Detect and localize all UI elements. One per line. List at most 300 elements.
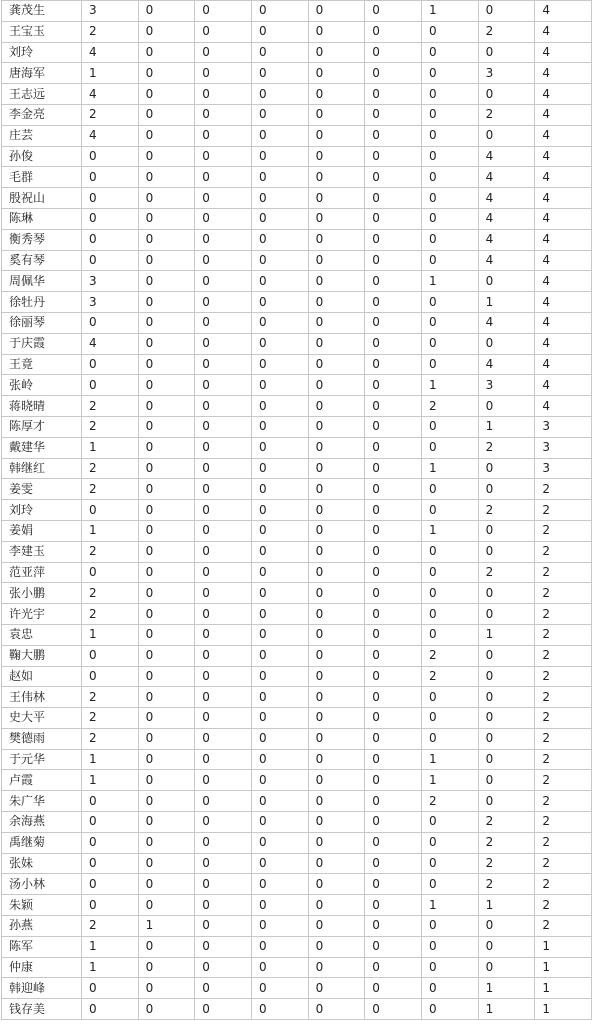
- value-cell: 0: [365, 312, 422, 333]
- table-row: [2, 375, 592, 396]
- value-cell: 0: [195, 936, 252, 957]
- value-cell: 0: [365, 84, 422, 105]
- value-cell: 3: [478, 375, 535, 396]
- table-row: [2, 624, 592, 645]
- value-cell: 0: [251, 292, 308, 313]
- table-row: [2, 666, 592, 687]
- value-cell: 0: [138, 104, 195, 125]
- value-cell: 0: [138, 292, 195, 313]
- value-cell: 0: [138, 416, 195, 437]
- name-cell: 韩迎峰: [2, 978, 82, 999]
- value-cell: 0: [138, 770, 195, 791]
- value-cell: 0: [308, 916, 365, 937]
- value-cell: 0: [308, 84, 365, 105]
- value-cell: 4: [81, 333, 138, 354]
- value-cell: 0: [251, 853, 308, 874]
- value-cell: 0: [308, 312, 365, 333]
- value-cell: 0: [365, 167, 422, 188]
- value-cell: 2: [478, 437, 535, 458]
- value-cell: 0: [251, 812, 308, 833]
- value-cell: 0: [308, 1, 365, 22]
- value-cell: 0: [478, 645, 535, 666]
- value-cell: 0: [251, 562, 308, 583]
- value-cell: 0: [251, 167, 308, 188]
- table-row: [2, 354, 592, 375]
- table-row: [2, 812, 592, 833]
- table-row: [2, 84, 592, 105]
- value-cell: 2: [81, 416, 138, 437]
- value-cell: 0: [138, 749, 195, 770]
- value-cell: 1: [81, 437, 138, 458]
- value-cell: 2: [81, 604, 138, 625]
- value-cell: 0: [138, 125, 195, 146]
- value-cell: 0: [138, 21, 195, 42]
- value-cell: 0: [138, 354, 195, 375]
- value-cell: 0: [308, 687, 365, 708]
- value-cell: 0: [138, 999, 195, 1020]
- value-cell: 0: [138, 312, 195, 333]
- table-row: [2, 832, 592, 853]
- value-cell: 0: [195, 188, 252, 209]
- value-cell: 2: [421, 666, 478, 687]
- value-cell: 0: [365, 416, 422, 437]
- value-cell: 0: [195, 708, 252, 729]
- value-cell: 2: [478, 500, 535, 521]
- value-cell: 1: [478, 292, 535, 313]
- value-cell: 0: [478, 333, 535, 354]
- value-cell: 0: [138, 333, 195, 354]
- value-cell: 0: [308, 354, 365, 375]
- value-cell: 2: [81, 479, 138, 500]
- value-cell: 0: [251, 624, 308, 645]
- value-cell: 0: [478, 791, 535, 812]
- value-cell: 0: [81, 645, 138, 666]
- name-cell: 张岭: [2, 375, 82, 396]
- value-cell: 0: [251, 354, 308, 375]
- value-cell: 0: [251, 458, 308, 479]
- table-row: [2, 146, 592, 167]
- value-cell: 0: [138, 853, 195, 874]
- value-cell: 4: [535, 188, 592, 209]
- value-cell: 2: [535, 562, 592, 583]
- name-cell: 姜雯: [2, 479, 82, 500]
- value-cell: 0: [195, 812, 252, 833]
- value-cell: 2: [478, 812, 535, 833]
- table-row: [2, 770, 592, 791]
- value-cell: 1: [478, 416, 535, 437]
- table-row: [2, 458, 592, 479]
- table-row: [2, 292, 592, 313]
- value-cell: 0: [308, 791, 365, 812]
- value-cell: 2: [81, 708, 138, 729]
- value-cell: 3: [81, 1, 138, 22]
- name-cell: 刘玲: [2, 500, 82, 521]
- value-cell: 0: [195, 229, 252, 250]
- value-cell: 0: [81, 812, 138, 833]
- value-cell: 1: [421, 749, 478, 770]
- value-cell: 0: [478, 936, 535, 957]
- value-cell: 0: [365, 687, 422, 708]
- value-cell: 2: [81, 687, 138, 708]
- value-cell: 0: [195, 167, 252, 188]
- value-cell: 2: [478, 562, 535, 583]
- table-row: [2, 583, 592, 604]
- value-cell: 4: [478, 354, 535, 375]
- value-cell: 4: [535, 312, 592, 333]
- value-cell: 0: [195, 125, 252, 146]
- value-cell: 0: [138, 936, 195, 957]
- value-cell: 0: [251, 687, 308, 708]
- value-cell: 0: [251, 188, 308, 209]
- value-cell: 0: [365, 500, 422, 521]
- value-cell: 0: [308, 999, 365, 1020]
- value-cell: 4: [535, 1, 592, 22]
- value-cell: 0: [308, 520, 365, 541]
- value-cell: 0: [138, 645, 195, 666]
- name-cell: 王竟: [2, 354, 82, 375]
- value-cell: 0: [195, 666, 252, 687]
- value-cell: 0: [308, 125, 365, 146]
- value-cell: 1: [478, 978, 535, 999]
- value-cell: 0: [365, 520, 422, 541]
- value-cell: 0: [251, 416, 308, 437]
- value-cell: 1: [138, 916, 195, 937]
- value-cell: 0: [308, 666, 365, 687]
- value-cell: 0: [251, 645, 308, 666]
- value-cell: 1: [535, 978, 592, 999]
- table-row: [2, 708, 592, 729]
- name-cell: 戴建华: [2, 437, 82, 458]
- name-cell: 李建玉: [2, 541, 82, 562]
- value-cell: 0: [365, 63, 422, 84]
- value-cell: 0: [81, 562, 138, 583]
- value-cell: 2: [535, 853, 592, 874]
- value-cell: 0: [478, 770, 535, 791]
- value-cell: 0: [421, 146, 478, 167]
- value-cell: 0: [251, 791, 308, 812]
- value-cell: 0: [421, 853, 478, 874]
- table-row: [2, 42, 592, 63]
- value-cell: 0: [251, 728, 308, 749]
- value-cell: 0: [251, 479, 308, 500]
- value-cell: 0: [195, 832, 252, 853]
- value-cell: 0: [308, 832, 365, 853]
- value-cell: 4: [81, 125, 138, 146]
- value-cell: 0: [421, 437, 478, 458]
- value-cell: 0: [365, 271, 422, 292]
- value-cell: 0: [421, 312, 478, 333]
- value-cell: 0: [421, 21, 478, 42]
- value-cell: 0: [478, 749, 535, 770]
- value-cell: 0: [195, 957, 252, 978]
- value-cell: 4: [478, 250, 535, 271]
- value-cell: 0: [365, 749, 422, 770]
- value-cell: 0: [251, 520, 308, 541]
- value-cell: 0: [138, 208, 195, 229]
- value-cell: 0: [308, 271, 365, 292]
- value-cell: 0: [138, 42, 195, 63]
- value-cell: 4: [535, 42, 592, 63]
- value-cell: 0: [251, 146, 308, 167]
- value-cell: 0: [251, 375, 308, 396]
- name-cell: 史大平: [2, 708, 82, 729]
- value-cell: 0: [308, 500, 365, 521]
- value-cell: 0: [478, 728, 535, 749]
- value-cell: 0: [138, 520, 195, 541]
- table-row: [2, 645, 592, 666]
- name-cell: 王志远: [2, 84, 82, 105]
- name-cell: 徐牡丹: [2, 292, 82, 313]
- value-cell: 4: [478, 312, 535, 333]
- value-cell: 4: [478, 188, 535, 209]
- value-cell: 0: [251, 229, 308, 250]
- value-cell: 0: [195, 541, 252, 562]
- value-cell: 0: [251, 604, 308, 625]
- name-cell: 许光宇: [2, 604, 82, 625]
- value-cell: 0: [195, 416, 252, 437]
- value-cell: 0: [195, 749, 252, 770]
- value-cell: 2: [81, 583, 138, 604]
- value-cell: 0: [308, 458, 365, 479]
- value-cell: 0: [421, 63, 478, 84]
- value-cell: 0: [308, 728, 365, 749]
- value-cell: 0: [421, 188, 478, 209]
- value-cell: 1: [478, 624, 535, 645]
- value-cell: 0: [308, 874, 365, 895]
- value-cell: 0: [421, 541, 478, 562]
- value-cell: 0: [308, 624, 365, 645]
- value-cell: 0: [138, 978, 195, 999]
- value-cell: 2: [535, 708, 592, 729]
- value-cell: 1: [81, 770, 138, 791]
- value-cell: 0: [478, 916, 535, 937]
- value-cell: 0: [308, 208, 365, 229]
- value-cell: 0: [308, 396, 365, 417]
- table-row: [2, 874, 592, 895]
- table-row: [2, 957, 592, 978]
- value-cell: 2: [535, 624, 592, 645]
- name-cell: 刘玲: [2, 42, 82, 63]
- value-cell: 0: [195, 791, 252, 812]
- value-cell: 0: [421, 562, 478, 583]
- value-cell: 0: [365, 229, 422, 250]
- value-cell: 0: [195, 292, 252, 313]
- value-cell: 0: [308, 604, 365, 625]
- value-cell: 0: [478, 125, 535, 146]
- value-cell: 4: [535, 208, 592, 229]
- value-cell: 1: [421, 375, 478, 396]
- value-cell: 0: [251, 666, 308, 687]
- value-cell: 0: [365, 936, 422, 957]
- value-cell: 0: [421, 333, 478, 354]
- value-cell: 0: [365, 437, 422, 458]
- table-row: [2, 895, 592, 916]
- value-cell: 3: [81, 271, 138, 292]
- value-cell: 4: [535, 63, 592, 84]
- value-cell: 2: [535, 791, 592, 812]
- table-row: [2, 167, 592, 188]
- value-cell: 1: [81, 520, 138, 541]
- value-cell: 0: [138, 396, 195, 417]
- name-cell: 蒋晓晴: [2, 396, 82, 417]
- value-cell: 1: [421, 895, 478, 916]
- value-cell: 0: [365, 874, 422, 895]
- table-row: [2, 500, 592, 521]
- name-cell: 钱存美: [2, 999, 82, 1020]
- value-cell: 0: [421, 84, 478, 105]
- value-cell: 0: [308, 479, 365, 500]
- table-row: [2, 312, 592, 333]
- table-row: [2, 728, 592, 749]
- value-cell: 0: [195, 458, 252, 479]
- value-cell: 2: [535, 770, 592, 791]
- value-cell: 1: [535, 957, 592, 978]
- value-cell: 2: [81, 21, 138, 42]
- value-cell: 0: [365, 853, 422, 874]
- value-cell: 2: [421, 645, 478, 666]
- value-cell: 0: [251, 999, 308, 1020]
- value-cell: 4: [535, 271, 592, 292]
- value-cell: 0: [478, 42, 535, 63]
- value-cell: 0: [421, 479, 478, 500]
- name-cell: 龚茂生: [2, 1, 82, 22]
- name-cell: 王宝玉: [2, 21, 82, 42]
- value-cell: 2: [535, 645, 592, 666]
- value-cell: 0: [365, 396, 422, 417]
- table-row: [2, 999, 592, 1020]
- value-cell: 0: [421, 250, 478, 271]
- value-cell: 0: [365, 292, 422, 313]
- name-cell: 陈军: [2, 936, 82, 957]
- table-row: [2, 936, 592, 957]
- value-cell: 0: [421, 936, 478, 957]
- value-cell: 0: [365, 645, 422, 666]
- value-cell: 0: [421, 208, 478, 229]
- value-cell: 0: [421, 687, 478, 708]
- value-cell: 4: [535, 250, 592, 271]
- name-cell: 毛群: [2, 167, 82, 188]
- value-cell: 1: [421, 458, 478, 479]
- value-cell: 0: [195, 21, 252, 42]
- value-cell: 0: [195, 250, 252, 271]
- value-cell: 0: [251, 84, 308, 105]
- value-cell: 0: [251, 832, 308, 853]
- value-cell: 0: [195, 271, 252, 292]
- value-cell: 0: [251, 437, 308, 458]
- value-cell: 0: [81, 874, 138, 895]
- value-cell: 0: [421, 624, 478, 645]
- value-cell: 0: [195, 500, 252, 521]
- value-cell: 0: [308, 645, 365, 666]
- value-cell: 0: [195, 895, 252, 916]
- value-cell: 0: [421, 874, 478, 895]
- value-cell: 0: [251, 250, 308, 271]
- value-cell: 0: [421, 999, 478, 1020]
- value-cell: 0: [365, 791, 422, 812]
- value-cell: 4: [535, 292, 592, 313]
- name-cell: 朱广华: [2, 791, 82, 812]
- value-cell: 0: [195, 312, 252, 333]
- value-cell: 0: [81, 500, 138, 521]
- value-cell: 0: [365, 479, 422, 500]
- value-cell: 0: [195, 208, 252, 229]
- table-row: [2, 21, 592, 42]
- value-cell: 0: [421, 728, 478, 749]
- value-cell: 0: [251, 749, 308, 770]
- value-cell: 0: [308, 416, 365, 437]
- value-cell: 3: [478, 63, 535, 84]
- name-cell: 庄芸: [2, 125, 82, 146]
- value-cell: 0: [81, 832, 138, 853]
- value-cell: 0: [478, 396, 535, 417]
- value-cell: 0: [308, 936, 365, 957]
- name-cell: 朱颖: [2, 895, 82, 916]
- value-cell: 0: [308, 167, 365, 188]
- value-cell: 0: [365, 21, 422, 42]
- value-cell: 0: [251, 708, 308, 729]
- table-row: [2, 63, 592, 84]
- value-cell: 0: [251, 63, 308, 84]
- value-cell: 0: [421, 916, 478, 937]
- value-cell: 0: [365, 895, 422, 916]
- value-cell: 0: [308, 895, 365, 916]
- value-cell: 2: [535, 832, 592, 853]
- value-cell: 0: [251, 978, 308, 999]
- value-cell: 3: [535, 437, 592, 458]
- value-cell: 0: [478, 583, 535, 604]
- value-cell: 0: [195, 354, 252, 375]
- value-cell: 0: [308, 978, 365, 999]
- value-cell: 0: [138, 957, 195, 978]
- value-cell: 0: [308, 104, 365, 125]
- value-cell: 0: [308, 63, 365, 84]
- table-row: [2, 749, 592, 770]
- value-cell: 0: [365, 957, 422, 978]
- value-cell: 0: [195, 562, 252, 583]
- table-row: [2, 104, 592, 125]
- value-cell: 0: [251, 1, 308, 22]
- value-cell: 0: [365, 333, 422, 354]
- value-cell: 0: [195, 437, 252, 458]
- value-cell: 0: [195, 146, 252, 167]
- value-cell: 0: [421, 832, 478, 853]
- value-cell: 0: [195, 874, 252, 895]
- value-cell: 2: [478, 104, 535, 125]
- table-row: [2, 396, 592, 417]
- value-cell: 0: [138, 708, 195, 729]
- name-cell: 唐海军: [2, 63, 82, 84]
- table-row: [2, 604, 592, 625]
- value-cell: 4: [535, 354, 592, 375]
- value-cell: 1: [81, 63, 138, 84]
- value-cell: 0: [365, 604, 422, 625]
- table-row: [2, 250, 592, 271]
- value-cell: 0: [365, 728, 422, 749]
- value-cell: 2: [535, 479, 592, 500]
- value-cell: 4: [81, 84, 138, 105]
- name-cell: 范亚萍: [2, 562, 82, 583]
- value-cell: 2: [535, 583, 592, 604]
- value-cell: 4: [478, 167, 535, 188]
- value-cell: 0: [365, 208, 422, 229]
- table-row: [2, 479, 592, 500]
- value-cell: 1: [535, 999, 592, 1020]
- value-cell: 0: [365, 562, 422, 583]
- value-cell: 0: [251, 21, 308, 42]
- value-cell: 0: [251, 208, 308, 229]
- value-cell: 0: [365, 42, 422, 63]
- value-cell: 0: [81, 666, 138, 687]
